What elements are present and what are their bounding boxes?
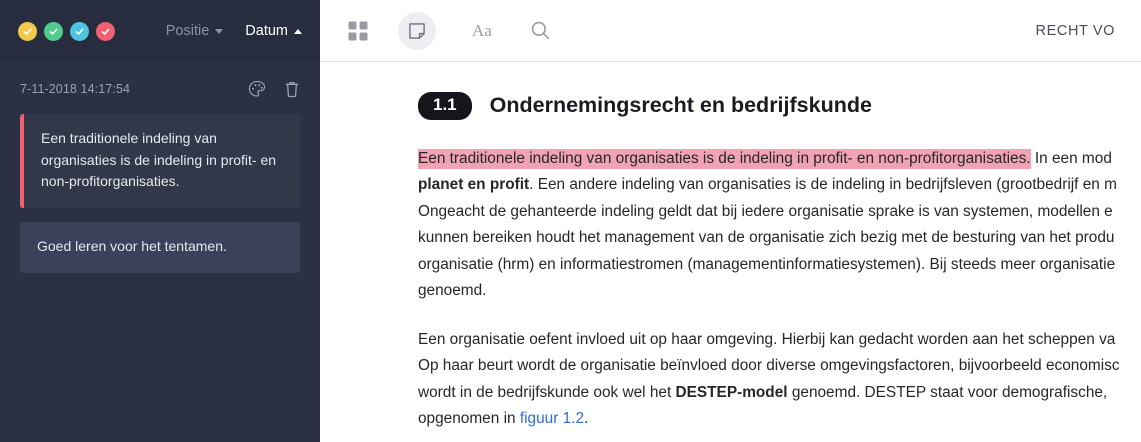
note-timestamp: 7-11-2018 14:17:54 — [20, 82, 130, 96]
palette-icon[interactable] — [248, 80, 266, 98]
paragraph-1-bold-1: planet en profit — [418, 176, 530, 194]
note-card-comment[interactable] — [20, 222, 300, 273]
note-meta-row — [20, 80, 300, 98]
paragraph-2 — [418, 327, 1141, 433]
search-icon[interactable] — [530, 20, 551, 41]
notes-list — [0, 62, 320, 442]
paragraph-1-part-b: . Een andere indeling van organisaties is de indeling in bedrijfsleven (grootbedrijf en m — [529, 176, 1117, 194]
text-settings-button[interactable]: Aa — [472, 20, 492, 40]
sort-by-position-button[interactable] — [166, 23, 224, 39]
chapter-heading — [418, 92, 1141, 120]
grid-icon[interactable] — [346, 19, 370, 43]
sort-by-position-label: Positie — [165, 23, 210, 39]
reader-toolbar — [320, 0, 1141, 62]
notes-sidebar — [0, 0, 320, 442]
paragraph-2-line-1: Een organisatie oefent invloed uit op haar omgeving. Hierbij kan gedacht worden aan het scheppen va — [418, 330, 1116, 348]
filter-dot-group — [18, 22, 115, 41]
book-title: RECHT VO — [1035, 22, 1115, 39]
paragraph-1 — [418, 146, 1141, 305]
trash-icon[interactable] — [284, 80, 300, 98]
chapter-title: Ondernemingsrecht en bedrijfskunde — [489, 93, 872, 118]
paragraph-2-line-4a: opgenomen in — [418, 410, 520, 428]
filter-dot-green[interactable] — [44, 22, 63, 41]
highlighted-sentence[interactable]: Een traditionele indeling van organisaties is de indeling in profit- en non-profitorganisaties. — [418, 149, 1031, 167]
filter-dot-blue[interactable] — [70, 22, 89, 41]
paragraph-2-line-3b: genoemd. DESTEP staat voor demografische, — [787, 383, 1108, 401]
paragraph-1-line-6: genoemd. — [418, 282, 487, 300]
reader-pane — [320, 0, 1141, 442]
note-card-highlight[interactable] — [20, 114, 300, 208]
paragraph-1-line-5: organisatie (hrm) en informatiestromen (managementinformatiesystemen). Bij steeds meer organisatie — [418, 255, 1116, 273]
document-content — [320, 62, 1141, 442]
sort-by-date-label: Datum — [245, 23, 288, 39]
sidebar-toolbar — [0, 0, 320, 62]
paragraph-1-line-3: Ongeacht de gehanteerde indeling geldt dat bij iedere organisatie sprake is van systemen, modellen e — [418, 202, 1113, 220]
paragraph-2-line-3a: wordt in de bedrijfskunde ook wel het — [418, 383, 676, 401]
filter-dot-yellow[interactable] — [18, 22, 37, 41]
paragraph-2-line-4b: . — [584, 410, 589, 428]
paragraph-2-bold-term: DESTEP-model — [675, 383, 788, 401]
sidebar-sort-controls — [166, 23, 302, 39]
paragraph-1-line-4: kunnen bereiken houdt het management van de organisatie zich bezig met de besturing van het produ — [418, 229, 1115, 247]
note-action-buttons — [248, 80, 300, 98]
filter-dot-red[interactable] — [96, 22, 115, 41]
sort-by-date-button[interactable] — [245, 23, 302, 39]
note-highlight-text: Een traditionele indeling van organisaties is de indeling in profit- en non-profitorganisaties. — [41, 130, 277, 190]
paragraph-1-part-a: In een mod — [1030, 149, 1112, 167]
chevron-up-icon — [294, 29, 302, 34]
note-comment-text: Goed leren voor het tentamen. — [37, 238, 227, 255]
paragraph-2-line-2: Op haar beurt wordt de organisatie beïnvloed door diverse omgevingsfactoren, bijvoorbeeld economisc — [418, 357, 1120, 375]
chevron-down-icon — [215, 29, 223, 34]
note-icon[interactable] — [398, 12, 436, 50]
chapter-number-badge: 1.1 — [418, 92, 472, 120]
figure-link[interactable]: figuur 1.2 — [519, 410, 584, 428]
